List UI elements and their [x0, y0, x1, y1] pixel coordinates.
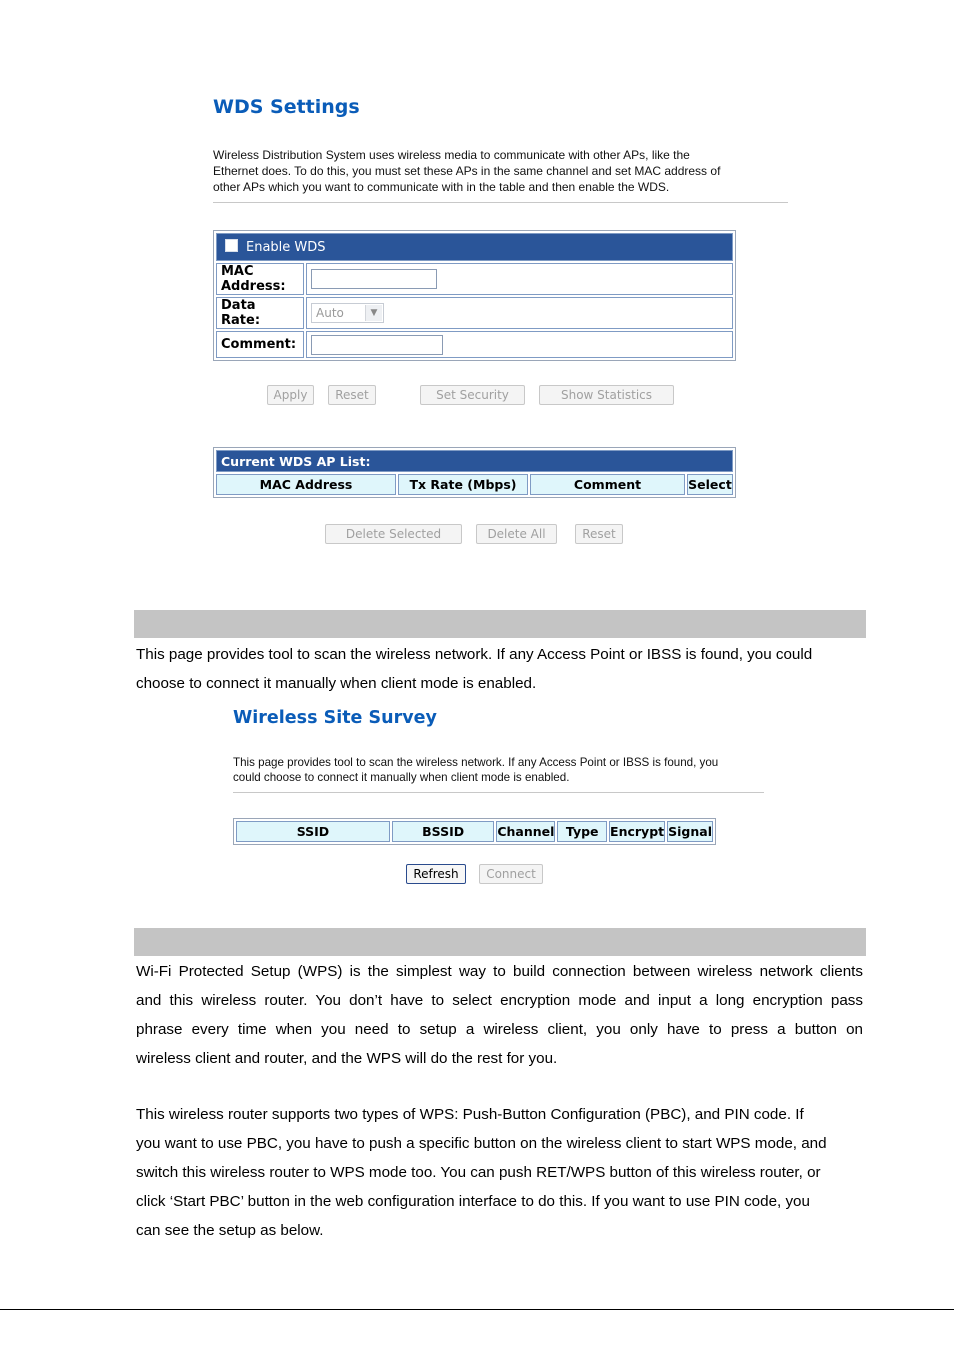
- enable-wds-row: [216, 233, 733, 261]
- delete-selected-button[interactable]: Delete Selected: [325, 524, 462, 544]
- wds-description: [213, 147, 793, 195]
- text-line: you want to use PBC, you have to push a specific button on the wireless client to start WPS mode, and: [136, 1135, 827, 1152]
- text-line: wireless client and router, and the WPS will do the rest for you.: [136, 1050, 558, 1067]
- wds-ap-list: [213, 447, 736, 498]
- show-statistics-button[interactable]: Show Statistics: [539, 385, 674, 405]
- wds-description-line: Ethernet does. To do this, you must set these APs in the same channel and set MAC address of: [213, 164, 721, 178]
- wds-description-line: other APs which you want to communicate with in the table and then enable the WDS.: [213, 180, 670, 194]
- text-line: click ‘Start PBC’ button in the web configuration interface to do this. If you want to use PIN code, you: [136, 1193, 810, 1210]
- column-header: SSID: [236, 821, 390, 842]
- wds-description-line: Wireless Distribution System uses wireless media to communicate with other APs, like the: [213, 148, 690, 162]
- data-rate-label: Data Rate:: [216, 297, 304, 329]
- wds-ap-list-title: Current WDS AP List:: [216, 450, 733, 472]
- data-rate-value: Auto: [316, 306, 344, 320]
- site-survey-intro: [136, 640, 863, 698]
- connect-button[interactable]: Connect: [479, 864, 543, 884]
- section-heading-bar: [134, 928, 866, 956]
- section-heading-bar: [134, 610, 866, 638]
- site-survey-description-line: could choose to connect it manually when client mode is enabled.: [233, 771, 570, 784]
- site-survey-description-line: This page provides tool to scan the wireless network. If any Access Point or IBSS is found, you: [233, 756, 719, 769]
- footer-rule: [0, 1309, 954, 1310]
- mac-address-label: MAC Address:: [216, 263, 304, 295]
- data-rate-select[interactable]: [311, 303, 384, 323]
- wds-title: WDS Settings: [213, 96, 360, 118]
- wds-form: [213, 230, 736, 361]
- site-survey-description: [233, 755, 773, 785]
- comment-input[interactable]: [311, 335, 443, 355]
- enable-wds-checkbox[interactable]: [225, 239, 238, 252]
- column-header: Signal: [667, 821, 713, 842]
- text-line: This page provides tool to scan the wireless network. If any Access Point or IBSS is found, you could: [136, 646, 813, 663]
- column-header: Type: [557, 821, 607, 842]
- site-survey-title: Wireless Site Survey: [233, 708, 437, 728]
- apply-button[interactable]: Apply: [267, 385, 314, 405]
- site-survey-divider: [233, 792, 764, 793]
- set-security-button[interactable]: Set Security: [420, 385, 525, 405]
- text-line: phrase every time when you need to setup a wireless client, you only have to press a button on: [136, 1021, 863, 1038]
- text-line: This wireless router supports two types of WPS: Push-Button Configuration (PBC), and PIN code. If: [136, 1106, 804, 1123]
- text-line: Wi-Fi Protected Setup (WPS) is the simplest way to build connection between wireless network clients: [136, 963, 863, 980]
- data-rate-cell: [306, 297, 733, 329]
- text-line: switch this wireless router to WPS mode too. You can push RET/WPS button of this wireless router, or: [136, 1164, 821, 1181]
- wps-paragraph-1: [136, 957, 863, 1073]
- mac-address-input[interactable]: [311, 269, 437, 289]
- chevron-down-icon: ▼: [365, 305, 382, 321]
- mac-address-cell: [306, 263, 733, 295]
- wds-divider: [213, 202, 788, 203]
- column-header: Channel: [496, 821, 555, 842]
- wps-paragraph-2: [136, 1100, 863, 1245]
- list-reset-button[interactable]: Reset: [575, 524, 623, 544]
- comment-label: Comment:: [216, 331, 304, 358]
- reset-button[interactable]: Reset: [328, 385, 376, 405]
- text-line: can see the setup as below.: [136, 1222, 324, 1239]
- site-survey-table: [233, 818, 716, 845]
- enable-wds-label: Enable WDS: [246, 240, 326, 255]
- column-header: MAC Address: [216, 474, 396, 495]
- column-header: Encrypt: [609, 821, 665, 842]
- column-header: BSSID: [392, 821, 494, 842]
- comment-cell: [306, 331, 733, 358]
- refresh-button[interactable]: Refresh: [406, 864, 466, 884]
- column-header: Comment: [530, 474, 685, 495]
- delete-all-button[interactable]: Delete All: [476, 524, 557, 544]
- column-header: Select: [687, 474, 733, 495]
- column-header: Tx Rate (Mbps): [398, 474, 528, 495]
- text-line: and this wireless router. You don’t have to select encryption mode and input a long encryption pass: [136, 992, 863, 1009]
- text-line: choose to connect it manually when client mode is enabled.: [136, 675, 537, 692]
